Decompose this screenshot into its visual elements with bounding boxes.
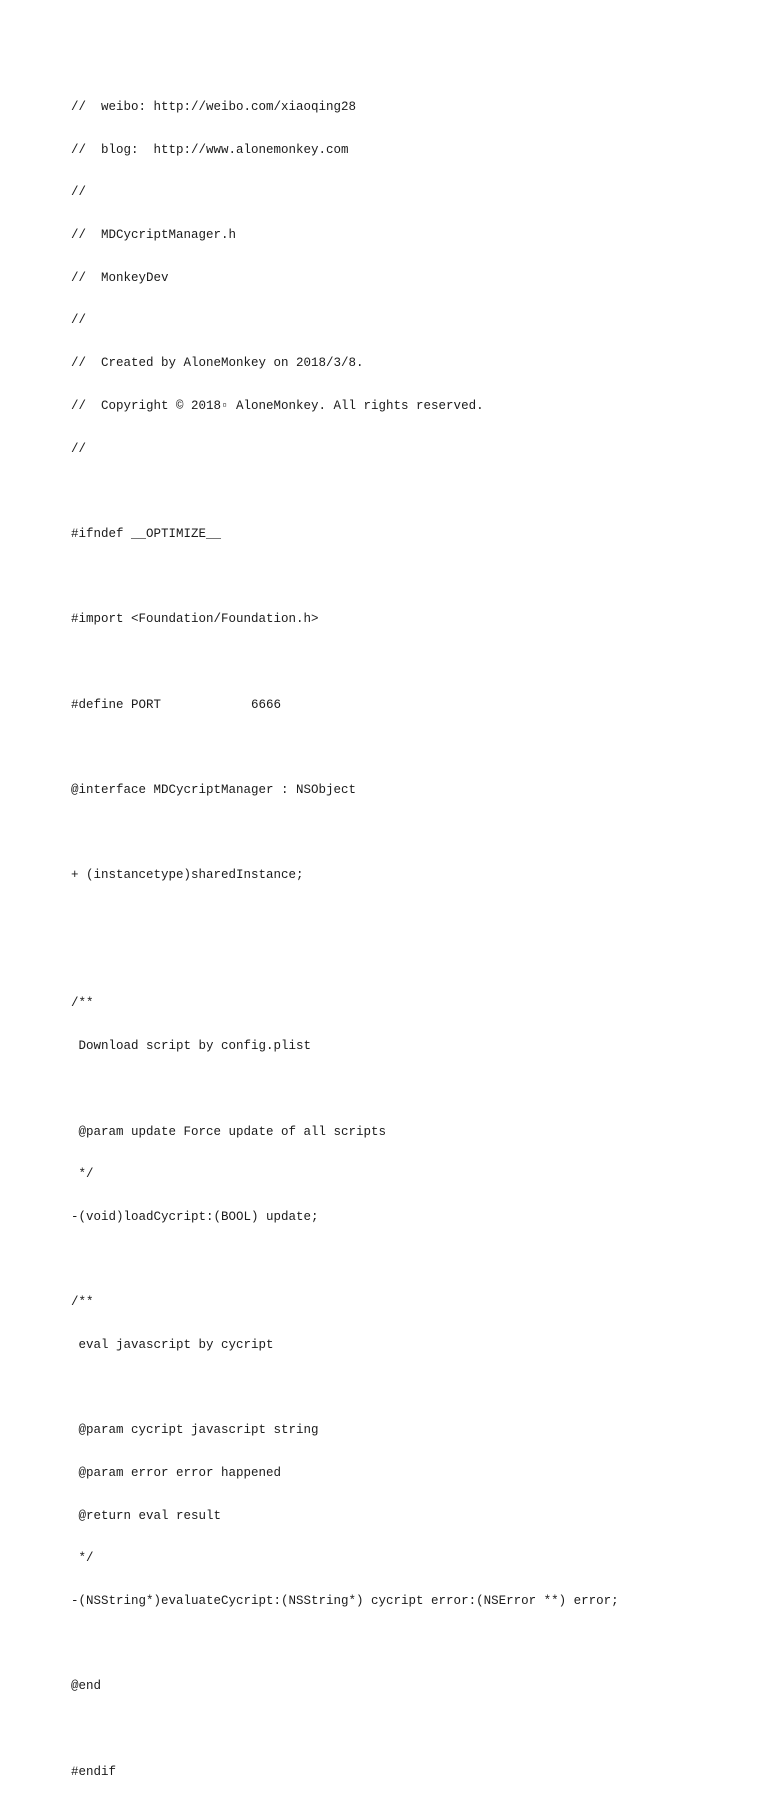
code-line: @param cycript javascript string bbox=[71, 1423, 319, 1438]
code-line bbox=[71, 484, 619, 499]
code-line bbox=[71, 740, 619, 755]
code-line: #ifndef __OPTIMIZE__ bbox=[71, 526, 222, 541]
code-line: // blog: http://www.alonemonkey.com bbox=[71, 142, 349, 157]
code-line: // Copyright © 2018▫ AloneMonkey. All rights reserved. bbox=[71, 398, 484, 413]
code-line: @param update Force update of all scripts bbox=[71, 1124, 387, 1139]
code-line: // Created by AloneMonkey on 2018/3/8. bbox=[71, 356, 364, 371]
code-line bbox=[71, 1082, 619, 1097]
code-line: @return eval result bbox=[71, 1508, 222, 1523]
source-code-block bbox=[71, 72, 619, 1808]
code-line: */ bbox=[71, 1551, 94, 1566]
code-line: -(void)loadCycript:(BOOL) update; bbox=[71, 1209, 319, 1224]
code-line bbox=[71, 570, 619, 585]
code-line: eval javascript by cycript bbox=[71, 1337, 274, 1352]
code-line: /** bbox=[71, 1295, 94, 1310]
code-line: -(NSString*)evaluateCycript:(NSString*) cycript error:(NSError **) error; bbox=[71, 1594, 619, 1609]
code-line bbox=[71, 911, 619, 926]
code-line bbox=[71, 1253, 619, 1268]
code-line: @param error error happened bbox=[71, 1466, 282, 1480]
code-line bbox=[71, 1637, 619, 1652]
code-line bbox=[71, 826, 619, 841]
code-line: */ bbox=[71, 1167, 94, 1182]
code-line: #import <Foundation/Foundation.h> bbox=[71, 612, 319, 627]
code-line: #define PORT 6666 bbox=[71, 697, 282, 712]
code-line: // MonkeyDev bbox=[71, 270, 169, 285]
code-line: // bbox=[71, 313, 87, 328]
code-line: // bbox=[71, 185, 87, 200]
code-line: // weibo: http://weibo.com/xiaoqing28 bbox=[71, 100, 357, 114]
code-line: @end bbox=[71, 1679, 102, 1694]
code-line bbox=[71, 655, 619, 670]
code-line: + (instancetype)sharedInstance; bbox=[71, 868, 304, 883]
code-line: #endif bbox=[71, 1764, 117, 1779]
code-line: // bbox=[71, 441, 87, 456]
code-line: // MDCycriptManager.h bbox=[71, 228, 237, 243]
code-line bbox=[71, 1722, 619, 1737]
code-line: /** bbox=[71, 996, 94, 1011]
code-line bbox=[71, 954, 619, 969]
code-line bbox=[71, 1381, 619, 1396]
code-line: @interface MDCycriptManager : NSObject bbox=[71, 783, 357, 797]
code-line: Download script by config.plist bbox=[71, 1039, 312, 1054]
